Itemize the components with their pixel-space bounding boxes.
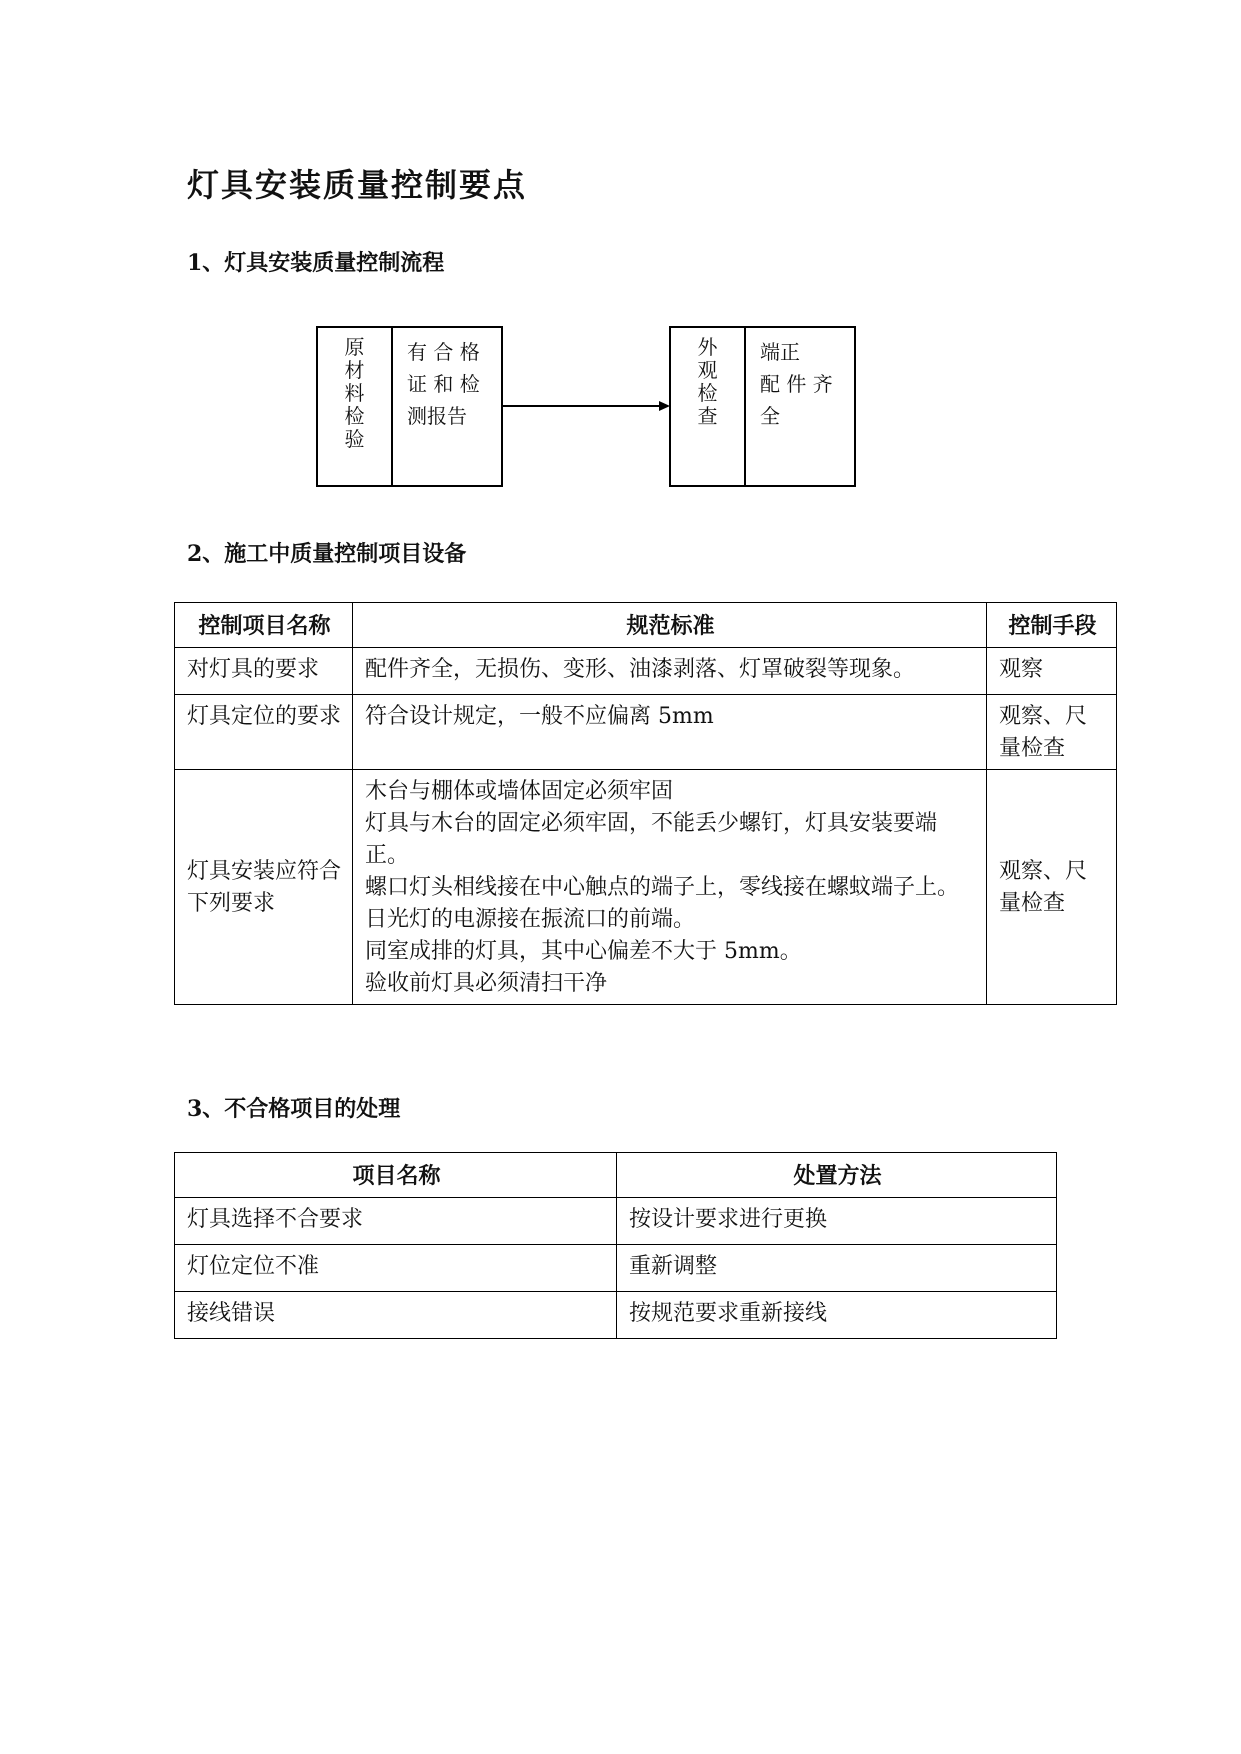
table-row bbox=[175, 1292, 1057, 1339]
item-name-cell: 灯位定位不准 bbox=[175, 1245, 617, 1292]
flow-box-appearance-check-head bbox=[671, 328, 746, 485]
standard-cell bbox=[353, 648, 987, 695]
flow-arrow bbox=[503, 398, 671, 414]
flow-box-appearance-check bbox=[669, 326, 856, 487]
section-2-heading: 2、施工中质量控制项目设备 bbox=[187, 541, 467, 567]
table-row bbox=[175, 695, 1117, 770]
standard-cell bbox=[353, 770, 987, 1005]
table-header-row bbox=[175, 603, 1117, 648]
flow-head-char: 验 bbox=[344, 427, 365, 451]
table-header-row bbox=[175, 1153, 1057, 1198]
method-cell: 观察、尺量检查 bbox=[987, 695, 1117, 770]
item-name-cell: 接线错误 bbox=[175, 1292, 617, 1339]
method-cell: 按规范要求重新接线 bbox=[617, 1292, 1057, 1339]
table-row bbox=[175, 1245, 1057, 1292]
standard-cell bbox=[353, 695, 987, 770]
flow-body-line: 全 bbox=[760, 404, 780, 428]
flow-head-char: 观 bbox=[697, 358, 718, 382]
flow-head-char: 原 bbox=[344, 335, 365, 359]
column-header: 控制手段 bbox=[987, 603, 1117, 648]
flow-head-char: 查 bbox=[697, 404, 718, 428]
item-name-cell: 灯具选择不合要求 bbox=[175, 1198, 617, 1245]
standard-line: 验收前灯具必须清扫干净 bbox=[365, 971, 608, 996]
item-name-cell: 灯具定位的要求 bbox=[175, 695, 353, 770]
flow-box-material-inspection-head bbox=[318, 328, 393, 485]
flow-head-char: 外 bbox=[697, 335, 718, 359]
flow-head-char: 料 bbox=[344, 381, 365, 405]
flow-head-char: 检 bbox=[344, 404, 365, 428]
column-header: 处置方法 bbox=[617, 1153, 1057, 1198]
table-row bbox=[175, 648, 1117, 695]
flow-body-line: 有 合 格 bbox=[407, 340, 480, 364]
standard-line: 配件齐全，无损伤、变形、油漆剥落、灯罩破裂等现象。 bbox=[365, 657, 916, 682]
standard-line: 同室成排的灯具，其中心偏差不大于 5mm。 bbox=[365, 939, 802, 964]
column-header: 控制项目名称 bbox=[175, 603, 353, 648]
column-header: 项目名称 bbox=[175, 1153, 617, 1198]
standard-line: 符合设计规定，一般不应偏离 5mm bbox=[365, 704, 714, 729]
flow-head-char: 检 bbox=[697, 381, 718, 405]
standard-line: 木台与棚体或墙体固定必须牢固 bbox=[365, 779, 674, 804]
flow-body-line: 证 和 检 bbox=[407, 372, 480, 396]
section-1-heading: 1、灯具安装质量控制流程 bbox=[187, 250, 445, 276]
item-name-cell: 对灯具的要求 bbox=[175, 648, 353, 695]
standard-line: 灯具与木台的固定必须牢固，不能丢少螺钉，灯具安装要端正。 bbox=[365, 811, 938, 868]
method-cell: 重新调整 bbox=[617, 1245, 1057, 1292]
column-header: 规范标准 bbox=[353, 603, 987, 648]
flow-body-line: 配 件 齐 bbox=[760, 372, 833, 396]
method-cell: 按设计要求进行更换 bbox=[617, 1198, 1057, 1245]
table-row bbox=[175, 1198, 1057, 1245]
flow-body-line: 测报告 bbox=[407, 404, 467, 428]
item-name-cell: 灯具安装应符合下列要求 bbox=[175, 770, 353, 1005]
section-3-heading: 3、不合格项目的处理 bbox=[187, 1096, 401, 1122]
quality-control-table bbox=[174, 602, 1117, 1005]
method-cell: 观察、尺量检查 bbox=[987, 770, 1117, 1005]
table-row bbox=[175, 770, 1117, 1005]
flow-box-material-inspection-body bbox=[393, 328, 490, 485]
page-title: 灯具安装质量控制要点 bbox=[187, 166, 528, 204]
standard-line: 日光灯的电源接在振流口的前端。 bbox=[365, 907, 696, 932]
flow-box-material-inspection bbox=[316, 326, 503, 487]
flow-head-char: 材 bbox=[344, 358, 365, 382]
flow-box-appearance-check-body bbox=[746, 328, 843, 485]
nonconformance-table bbox=[174, 1152, 1057, 1339]
standard-line: 螺口灯头相线接在中心触点的端子上，零线接在螺蚊端子上。 bbox=[365, 875, 960, 900]
method-cell: 观察 bbox=[987, 648, 1117, 695]
flow-body-line: 端正 bbox=[760, 340, 800, 364]
